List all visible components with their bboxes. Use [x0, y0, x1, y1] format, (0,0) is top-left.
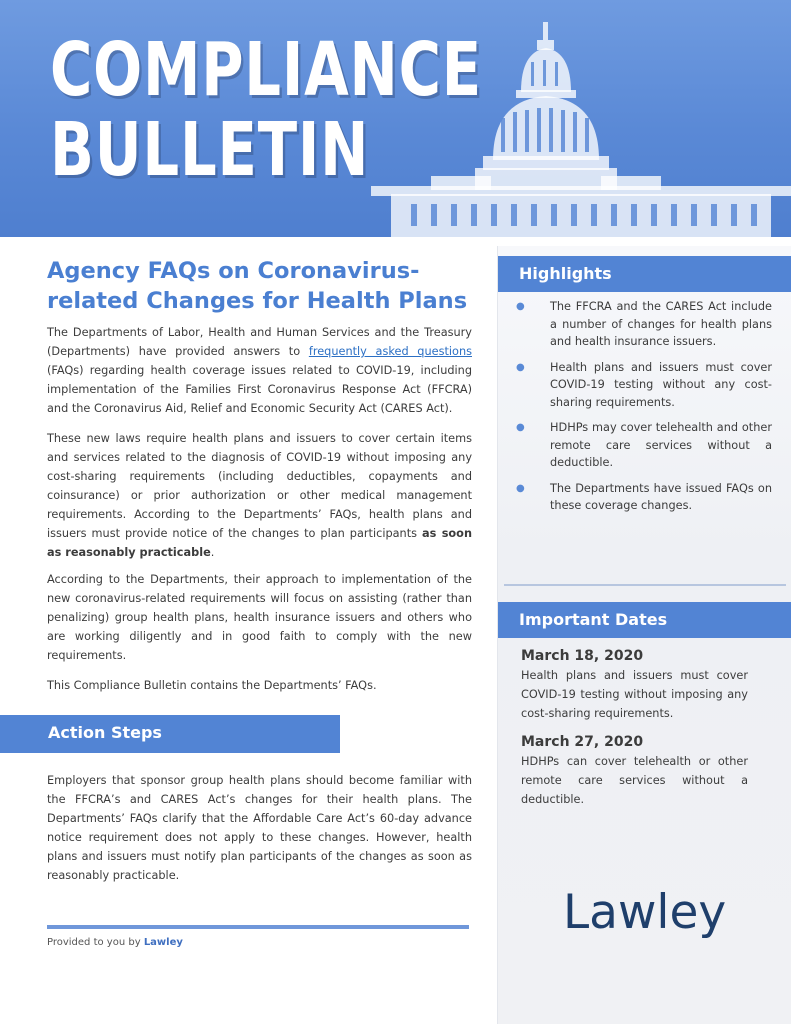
article-title-line2: related Changes for Health Plans — [47, 288, 468, 314]
approach-paragraph: According to the Departments, their approach to implementation of the new coronavirus-related requirements will focus on assisting (rather than penalizing) group health plans, health insurance issuers and others who are working diligently and in good faith to comply with the new requirements. — [47, 573, 472, 662]
highlights-divider — [504, 584, 786, 586]
date-heading: March 18, 2020 — [521, 648, 644, 664]
requirements-text: These new laws require health plans and issuers to cover certain items and services related to the diagnosis of COVID-19 without imposing any cost-sharing requirements (including deductibles, copayments and coinsurance) or prior authorization or other medical management requirements. According to the Departments’ FAQs, health plans and issuers must provide notice of the changes to plan participants — [47, 432, 472, 540]
footer-credit — [47, 937, 183, 948]
requirements-paragraph — [47, 429, 472, 562]
highlights-list — [512, 298, 772, 523]
highlight-text: The FFCRA and the CARES Act include a number of changes for health plans and health insurance issuers. — [550, 300, 772, 348]
intro-text: The Departments of Labor, Health and Human Services and the Treasury (Departments) have provided answers to — [47, 326, 472, 358]
bullet-icon: ● — [516, 422, 525, 433]
highlights-header — [498, 256, 791, 292]
date-description: HDHPs can cover telehealth or other remote care services without a deductible. — [521, 755, 748, 806]
article-title — [47, 256, 467, 316]
highlight-item — [512, 419, 772, 472]
highlight-text: Health plans and issuers must cover COVID-19 testing without any cost-sharing requirements. — [550, 360, 772, 409]
requirements-period: . — [210, 546, 215, 559]
highlight-item — [512, 480, 772, 515]
highlight-text: HDHPs may cover telehealth and other remote care services without a deductible. — [550, 421, 772, 469]
footer-divider — [47, 925, 469, 929]
article-title-line1: Agency FAQs on Coronavirus- — [47, 258, 420, 284]
action-steps-heading: Action Steps — [48, 723, 162, 742]
faq-link[interactable]: frequently asked questions — [308, 345, 472, 358]
footer-company: Lawley — [143, 937, 183, 948]
date-description: Health plans and issuers must cover COVID-19 testing without imposing any cost-sharing requirements. — [521, 669, 748, 720]
intro-paragraph — [47, 323, 472, 418]
important-dates-heading: Important Dates — [519, 610, 668, 629]
lawley-logo: Lawley — [563, 885, 727, 940]
capitol-building-image — [371, 0, 791, 237]
requirements-emphasis: as soon as reasonably practicable — [47, 527, 472, 559]
highlights-heading: Highlights — [519, 264, 612, 283]
highlight-item — [512, 298, 772, 351]
highlight-text: The Departments have issued FAQs on these coverage changes. — [550, 481, 772, 512]
bullet-icon: ● — [516, 301, 525, 312]
action-steps-header — [0, 715, 340, 753]
intro-text-continued: (FAQs) regarding health coverage issues related to COVID-19, including implementation of the Families First Coronavirus Response Act (FFCRA) and the Coronavirus Aid, Relief and Economic Security Act (CARES Act). — [47, 364, 472, 415]
banner-title-line1: COMPLIANCE — [50, 27, 482, 113]
banner-title-line2: BULLETIN — [50, 107, 370, 193]
date-heading: March 27, 2020 — [521, 734, 644, 750]
footer-provided-by: Provided to you by — [47, 937, 144, 948]
header-banner — [0, 0, 791, 237]
action-steps-paragraph: Employers that sponsor group health plans should become familiar with the FFCRA’s and CARES Act’s changes for their health plans. The Departments’ FAQs clarify that the Affordable Care Act’s 60-day advance notice requirement does not apply to these changes. However, health plans and issuers must notify plan participants of the changes as soon as reasonably practicable. — [47, 774, 472, 882]
important-dates-header — [498, 602, 791, 638]
bullet-icon: ● — [516, 482, 525, 494]
bullet-icon: ● — [516, 361, 525, 373]
highlight-item — [512, 359, 772, 412]
bulletin-note-paragraph: This Compliance Bulletin contains the Departments’ FAQs. — [47, 679, 377, 692]
